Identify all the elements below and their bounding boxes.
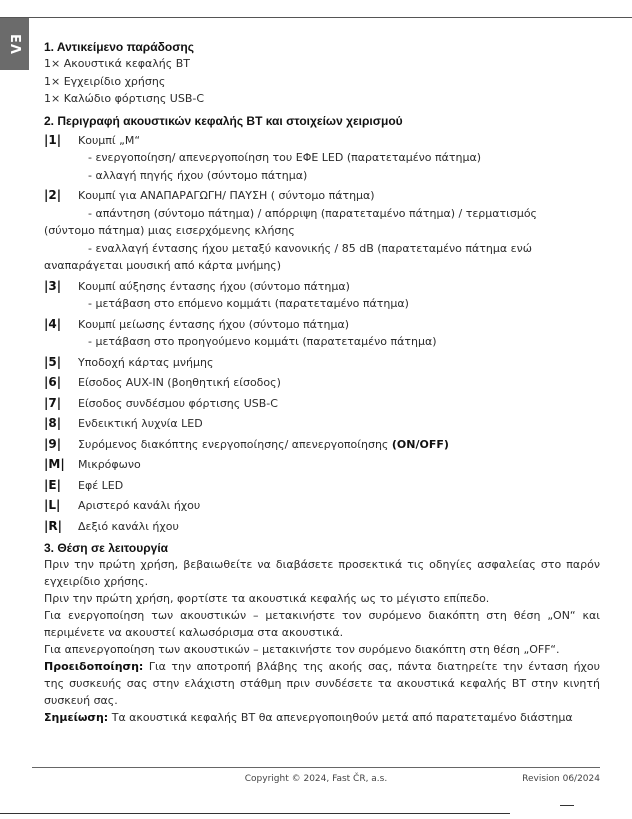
item-text: Είσοδος συνδέσμου φόρτισης USB-C (78, 396, 278, 410)
language-tab-label: ΕΛ (6, 33, 22, 55)
warning-label: Προειδοποίηση: (44, 660, 144, 673)
section-title: 3. Θέση σε λειτουργία (44, 541, 169, 555)
control-item (44, 187, 600, 205)
note-paragraph (44, 709, 600, 726)
note-text: Τα ακουστικά κεφαλής BT θα απενεργοποιηθούν μετά από παρατεταμένο διάστημα (111, 711, 573, 724)
control-item (44, 354, 600, 372)
paragraph: Πριν την πρώτη χρήση, φορτίστε τα ακουστικά κεφαλής ως το μέγιστο επίπεδο. (44, 592, 490, 605)
paragraph: Για απενεργοποίηση των ακουστικών – μετακινήστε τον συρόμενο διακόπτη στη θέση „OFF“. (44, 643, 560, 656)
top-rule (0, 17, 632, 18)
list-item: 1× Ακουστικά κεφαλής BT (44, 57, 190, 70)
item-number: |R| (44, 518, 63, 533)
list-item: 1× Εγχειρίδιο χρήσης (44, 74, 166, 88)
control-item (44, 395, 600, 413)
footer-rule (32, 767, 600, 768)
document-body (44, 40, 600, 726)
item-number: |E| (44, 477, 61, 492)
control-item (44, 436, 600, 454)
item-text-bold: (ON/OFF) (391, 437, 449, 451)
item-text: Συρόμενος διακόπτης ενεργοποίησης/ απενεργοποίησης (78, 437, 389, 451)
control-item (44, 374, 600, 392)
page-edge-mark (560, 805, 574, 806)
item-number: |2| (44, 188, 62, 202)
control-item (44, 477, 600, 495)
item-text: Είσοδος AUX-IN (βοηθητική είσοδος) (78, 376, 281, 389)
revision: Revision 06/2024 (522, 774, 600, 784)
item-text: Εφέ LED (78, 478, 124, 492)
item-number: |7| (44, 395, 62, 410)
item-text: Κουμπί για ΑΝΑΠΑΡΑΓΩΓΗ/ ΠΑΥΣΗ ( σύντομο πάτημα) (78, 189, 375, 202)
item-text: Κουμπί „M“ (78, 133, 141, 147)
item-number: |4| (44, 316, 62, 331)
item-text: Κουμπί αύξησης έντασης ήχου (σύντομο πάτημα) (78, 279, 350, 293)
warning-paragraph (44, 658, 600, 709)
item-detail: - μετάβαση στο επόμενο κομμάτι (παρατεταμένο πάτημα) (88, 297, 409, 310)
list-item: 1× Καλώδιο φόρτισης USB-C (44, 92, 205, 105)
item-detail: - ενεργοποίηση/ απενεργοποίηση του ΕΦΕ LED (παρατεταμένο πάτημα) (88, 151, 482, 164)
item-text: Υποδοχή κάρτας μνήμης (78, 355, 214, 369)
control-item (44, 456, 600, 474)
language-tab (0, 18, 29, 70)
item-number: |M| (44, 457, 65, 471)
item-text: Κουμπί μείωσης έντασης ήχου (σύντομο πάτημα) (78, 317, 350, 331)
paragraph: Πριν την πρώτη χρήση, βεβαιωθείτε να διαβάσετε προσεκτικά τις οδηγίες ασφαλείας στο παρόν εγχειρίδιο χρήσης. (44, 558, 600, 588)
item-number: |L| (44, 498, 61, 512)
item-text: Αριστερό κανάλι ήχου (78, 499, 201, 512)
item-text: Ενδεικτική λυχνία LED (78, 417, 203, 430)
control-item (44, 316, 600, 334)
page-edge-rule (0, 813, 510, 814)
item-number: |9| (44, 436, 62, 451)
item-number: |8| (44, 416, 62, 430)
paragraph: Για ενεργοποίηση των ακουστικών – μετακινήστε τον συρόμενο διακόπτη στη θέση „ON“ και περιμένετε να ακουστεί καλωσόρισμα στα ακουστικά. (44, 609, 600, 639)
copyright: Copyright © 2024, Fast ČR, a.s. (244, 774, 388, 784)
item-text: Δεξιό κανάλι ήχου (78, 519, 179, 533)
item-detail: αναπαράγεται μουσική από κάρτα μνήμης) (44, 259, 282, 272)
control-item (44, 497, 600, 515)
item-text: Μικρόφωνο (78, 458, 141, 471)
control-item (44, 132, 600, 150)
item-detail: - αλλαγή πηγής ήχου (σύντομο πάτημα) (88, 168, 308, 182)
section-title: 1. Αντικείμενο παράδοσης (44, 40, 194, 54)
control-item (44, 278, 600, 296)
item-number: |6| (44, 375, 62, 389)
item-number: |5| (44, 354, 62, 369)
item-detail: - εναλλαγή έντασης ήχου μεταξύ κανονικής / 85 dB (παρατεταμένο πάτημα ενώ (88, 241, 532, 255)
item-detail: - μετάβαση στο προηγούμενο κομμάτι (παρατεταμένο πάτημα) (88, 335, 437, 348)
item-number: |3| (44, 278, 62, 293)
item-number: |1| (44, 132, 62, 147)
control-item (44, 415, 600, 433)
item-detail: (σύντομο πάτημα) μιας εισερχόμενης κλήσης (44, 224, 295, 237)
section-title: 2. Περιγραφή ακουστικών κεφαλής BT και στοιχείων χειρισμού (44, 113, 403, 128)
item-detail: - απάντηση (σύντομο πάτημα) / απόρριψη (παρατεταμένο πάτημα) / τερματισμός (88, 206, 538, 220)
warning-text: Για την αποτροπή βλάβης της ακοής σας, πάντα διατηρείτε την ένταση ήχου της συσκευής σας στην ελάχιστη στάθμη πριν συνδέσετε τα ακουστικά κεφαλής BT στην κινητή συσκευή σας. (44, 660, 601, 707)
note-label: Σημείωση: (44, 711, 109, 724)
control-item (44, 518, 600, 536)
